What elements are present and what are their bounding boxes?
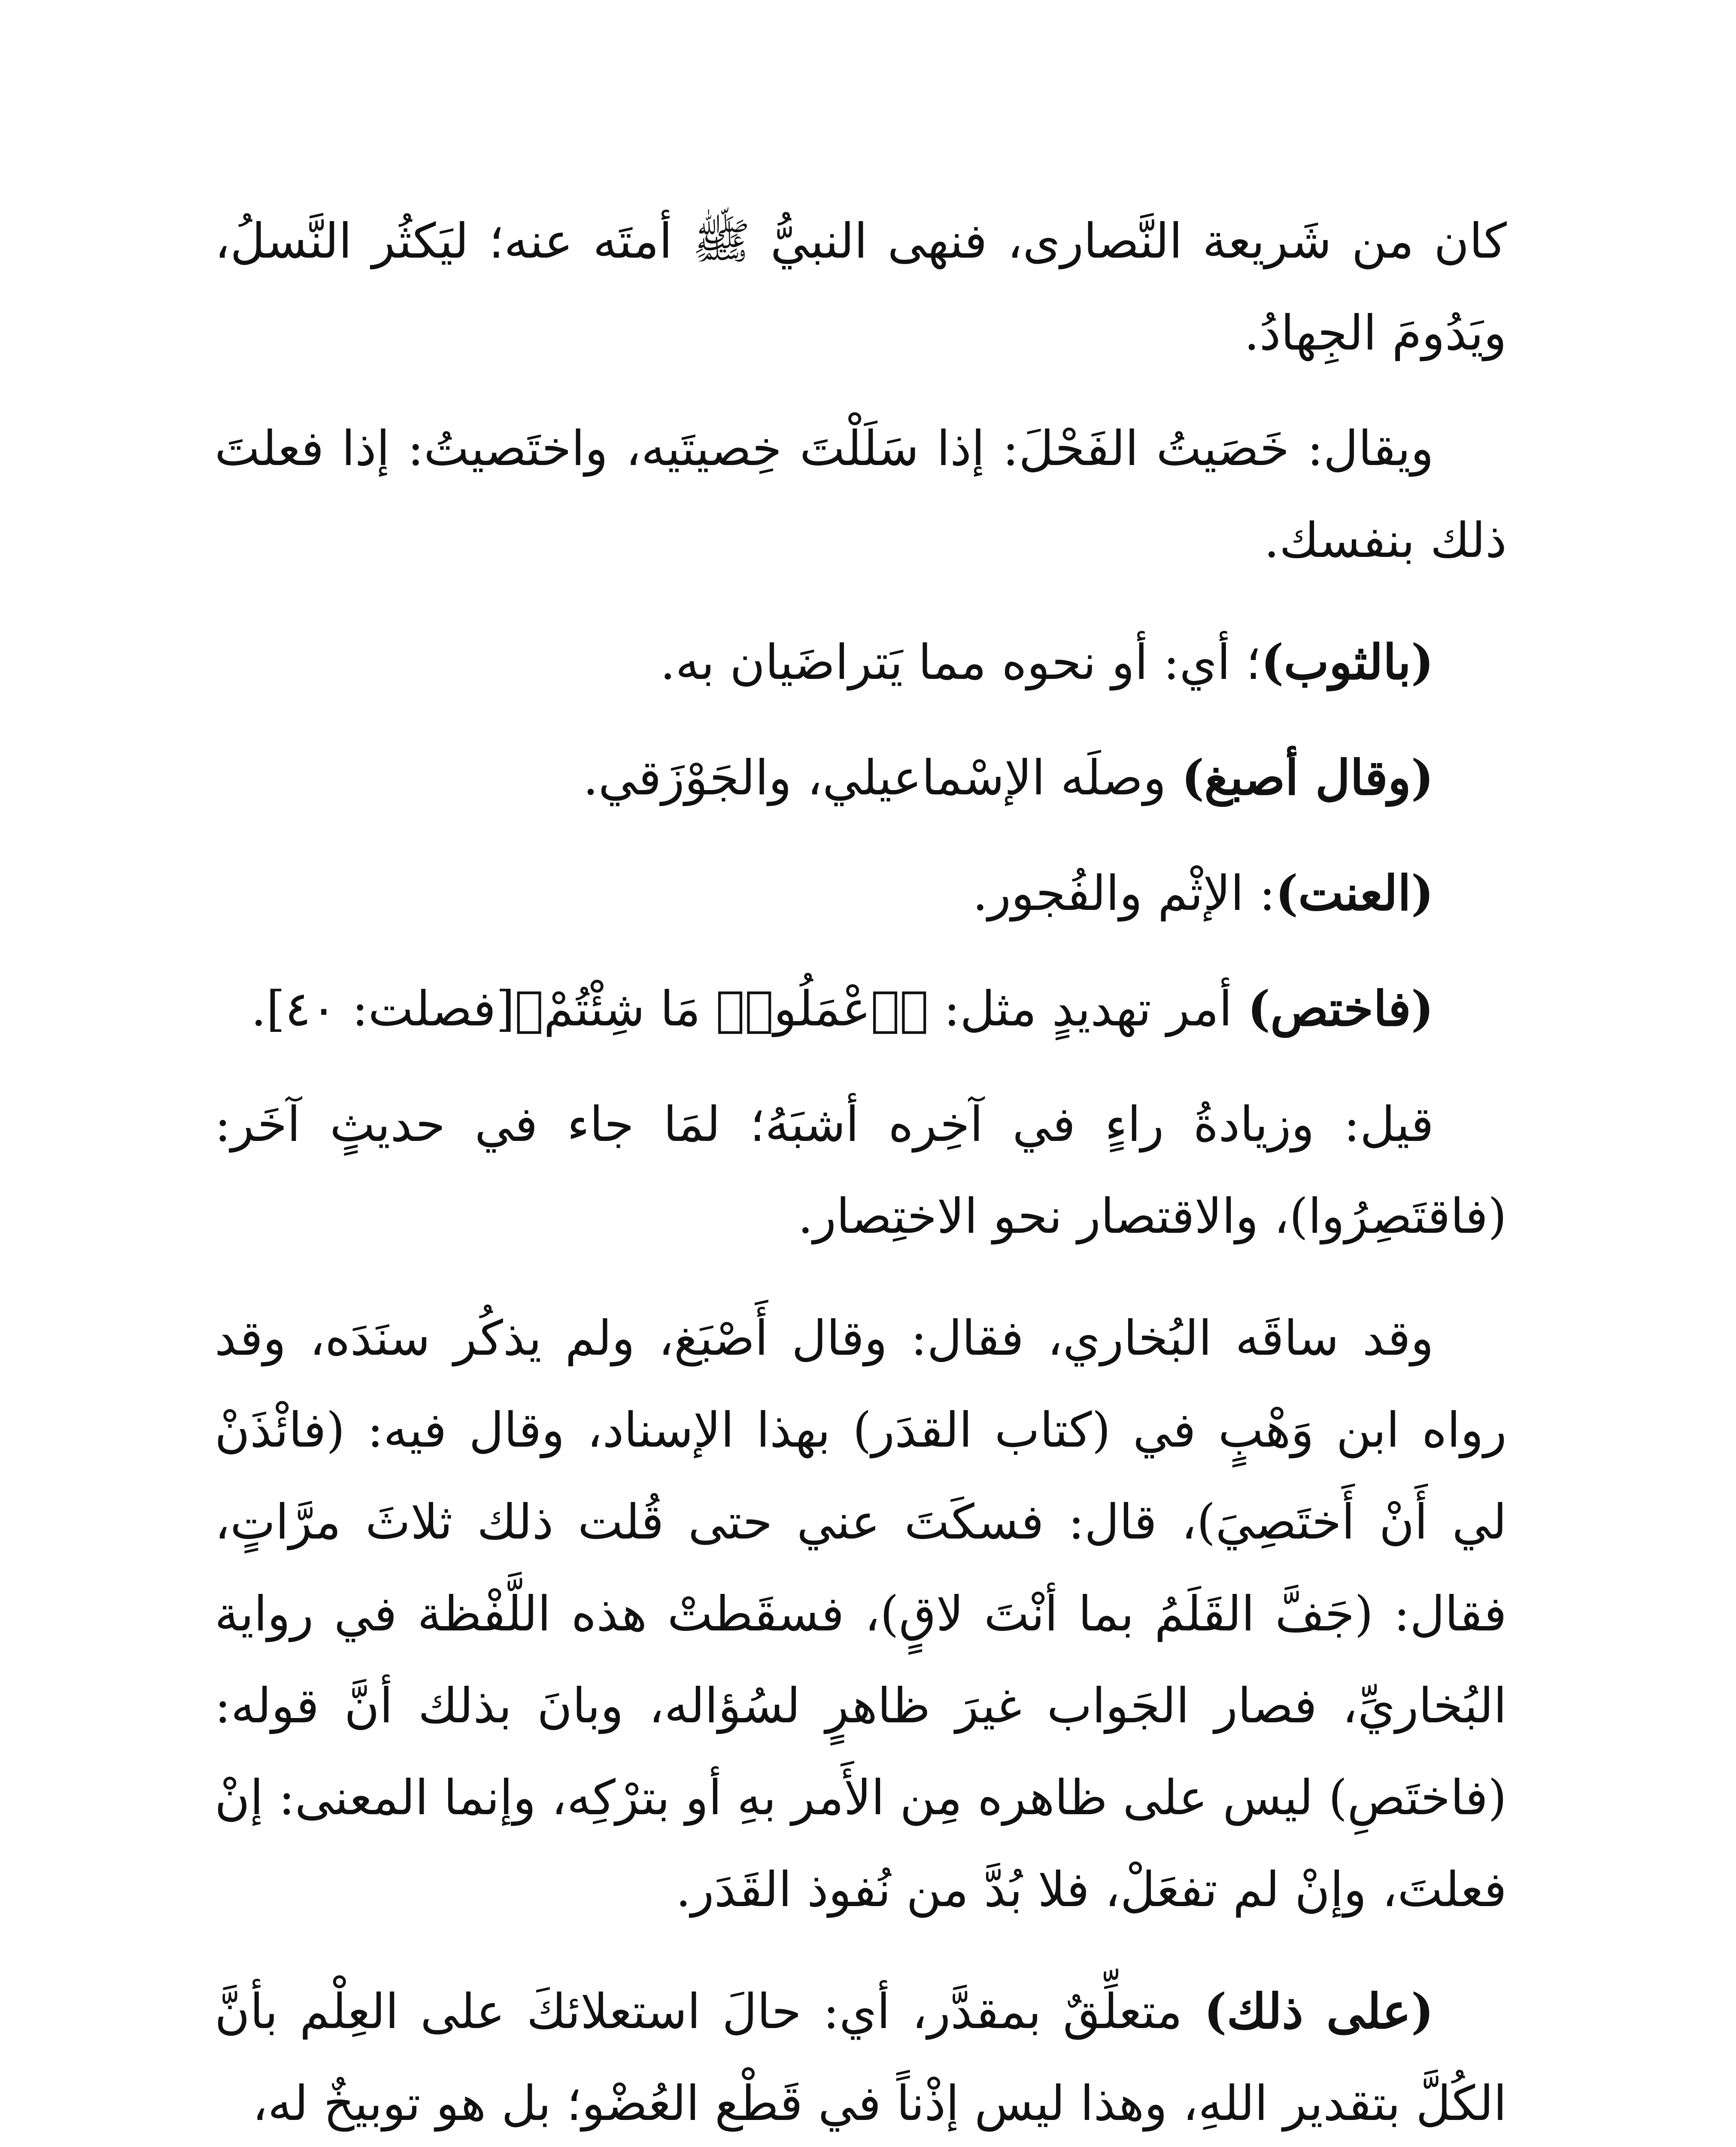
bold-lemma: (فاختص) — [1247, 981, 1434, 1037]
paragraph-text: كان من شَريعة النَّصارى، فنهى النبيُّ ﷺ أمتَه عنه؛ ليَكثُر النَّسلُ، ويَدُومَ الجِهادُ. — [215, 213, 1507, 361]
paragraph-text: ؛ أي: أو نحوه مما يَتراضَيان به. — [660, 635, 1261, 690]
paragraph — [215, 732, 1507, 824]
bold-lemma: (على ذلك) — [1204, 1983, 1434, 2040]
paragraph — [215, 617, 1507, 709]
bold-lemma: (العنت) — [1275, 865, 1434, 921]
paragraph — [215, 403, 1507, 587]
paragraph-text: : الإثْم والفُجور. — [972, 866, 1275, 921]
page-body-text — [215, 195, 1507, 2147]
bold-lemma: (وقال أصبغ) — [1181, 750, 1434, 806]
paragraph — [215, 1292, 1507, 1936]
paragraph-text: متعلِّقٌ بمقدَّر، أي: حالَ استعلائكَ على العِلْم بأنَّ الكُلَّ بتقدير اللهِ، وهذا ليس إذْناً في قَطْع العُضْو؛ بل هو توبيخٌ له، — [215, 1984, 1507, 2132]
paragraph — [215, 195, 1507, 379]
paragraph — [215, 963, 1507, 1055]
paragraph-text: أمر تهديدٍ مثل: ﴿ٱعْمَلُوا۟ مَا شِئْتُمْ﴾[فصلت: ٤٠]. — [251, 981, 1248, 1037]
paragraph — [215, 1966, 1507, 2147]
paragraph — [215, 1079, 1507, 1262]
paragraph — [215, 848, 1507, 940]
paragraph-text: ويقال: خَصَيتُ الفَحْلَ: إذا سَلَلْتَ خِصيتَيه، واختَصيتُ: إذا فعلتَ ذلك بنفسك. — [215, 421, 1507, 569]
bold-lemma: (بالثوب) — [1261, 634, 1434, 690]
paragraph-text: وقد ساقَه البُخاري، فقال: وقال أَصْبَغ، ولم يذكُر سنَدَه، وقد رواه ابن وَهْبٍ في (كتاب القدَر) بهذا الإسناد، وقال فيه: (فائْذَنْ لي أَنْ أَختَصِيَ)، قال: فسكَتَ عني حتى قُلت ذلك ثلاثَ مرَّاتٍ، فقال: (جَفَّ القَلَمُ بما أنْتَ لاقٍ)، فسقَطتْ هذه اللَّفْظة في رواية البُخاريِّ، فصار الجَواب غيرَ ظاهرٍ لسُؤاله، وبانَ بذلك أنَّ قوله: (فاختَصِ) ليس على ظاهره مِن الأَمر بهِ أو بترْكِه، وإنما المعنى: إنْ فعلتَ، وإنْ لم تفعَلْ، فلا بُدَّ من نُفوذ القَدَر. — [215, 1311, 1507, 1918]
paragraph-text: وصلَه الإسْماعيلي، والجَوْزَقي. — [583, 750, 1182, 806]
paragraph-text: قيل: وزيادةُ راءٍ في آخِره أشبَهُ؛ لمَا جاء في حديثٍ آخَر: (فاقتَصِرُوا)، والاقتصار نحو الاختِصار. — [215, 1097, 1507, 1244]
